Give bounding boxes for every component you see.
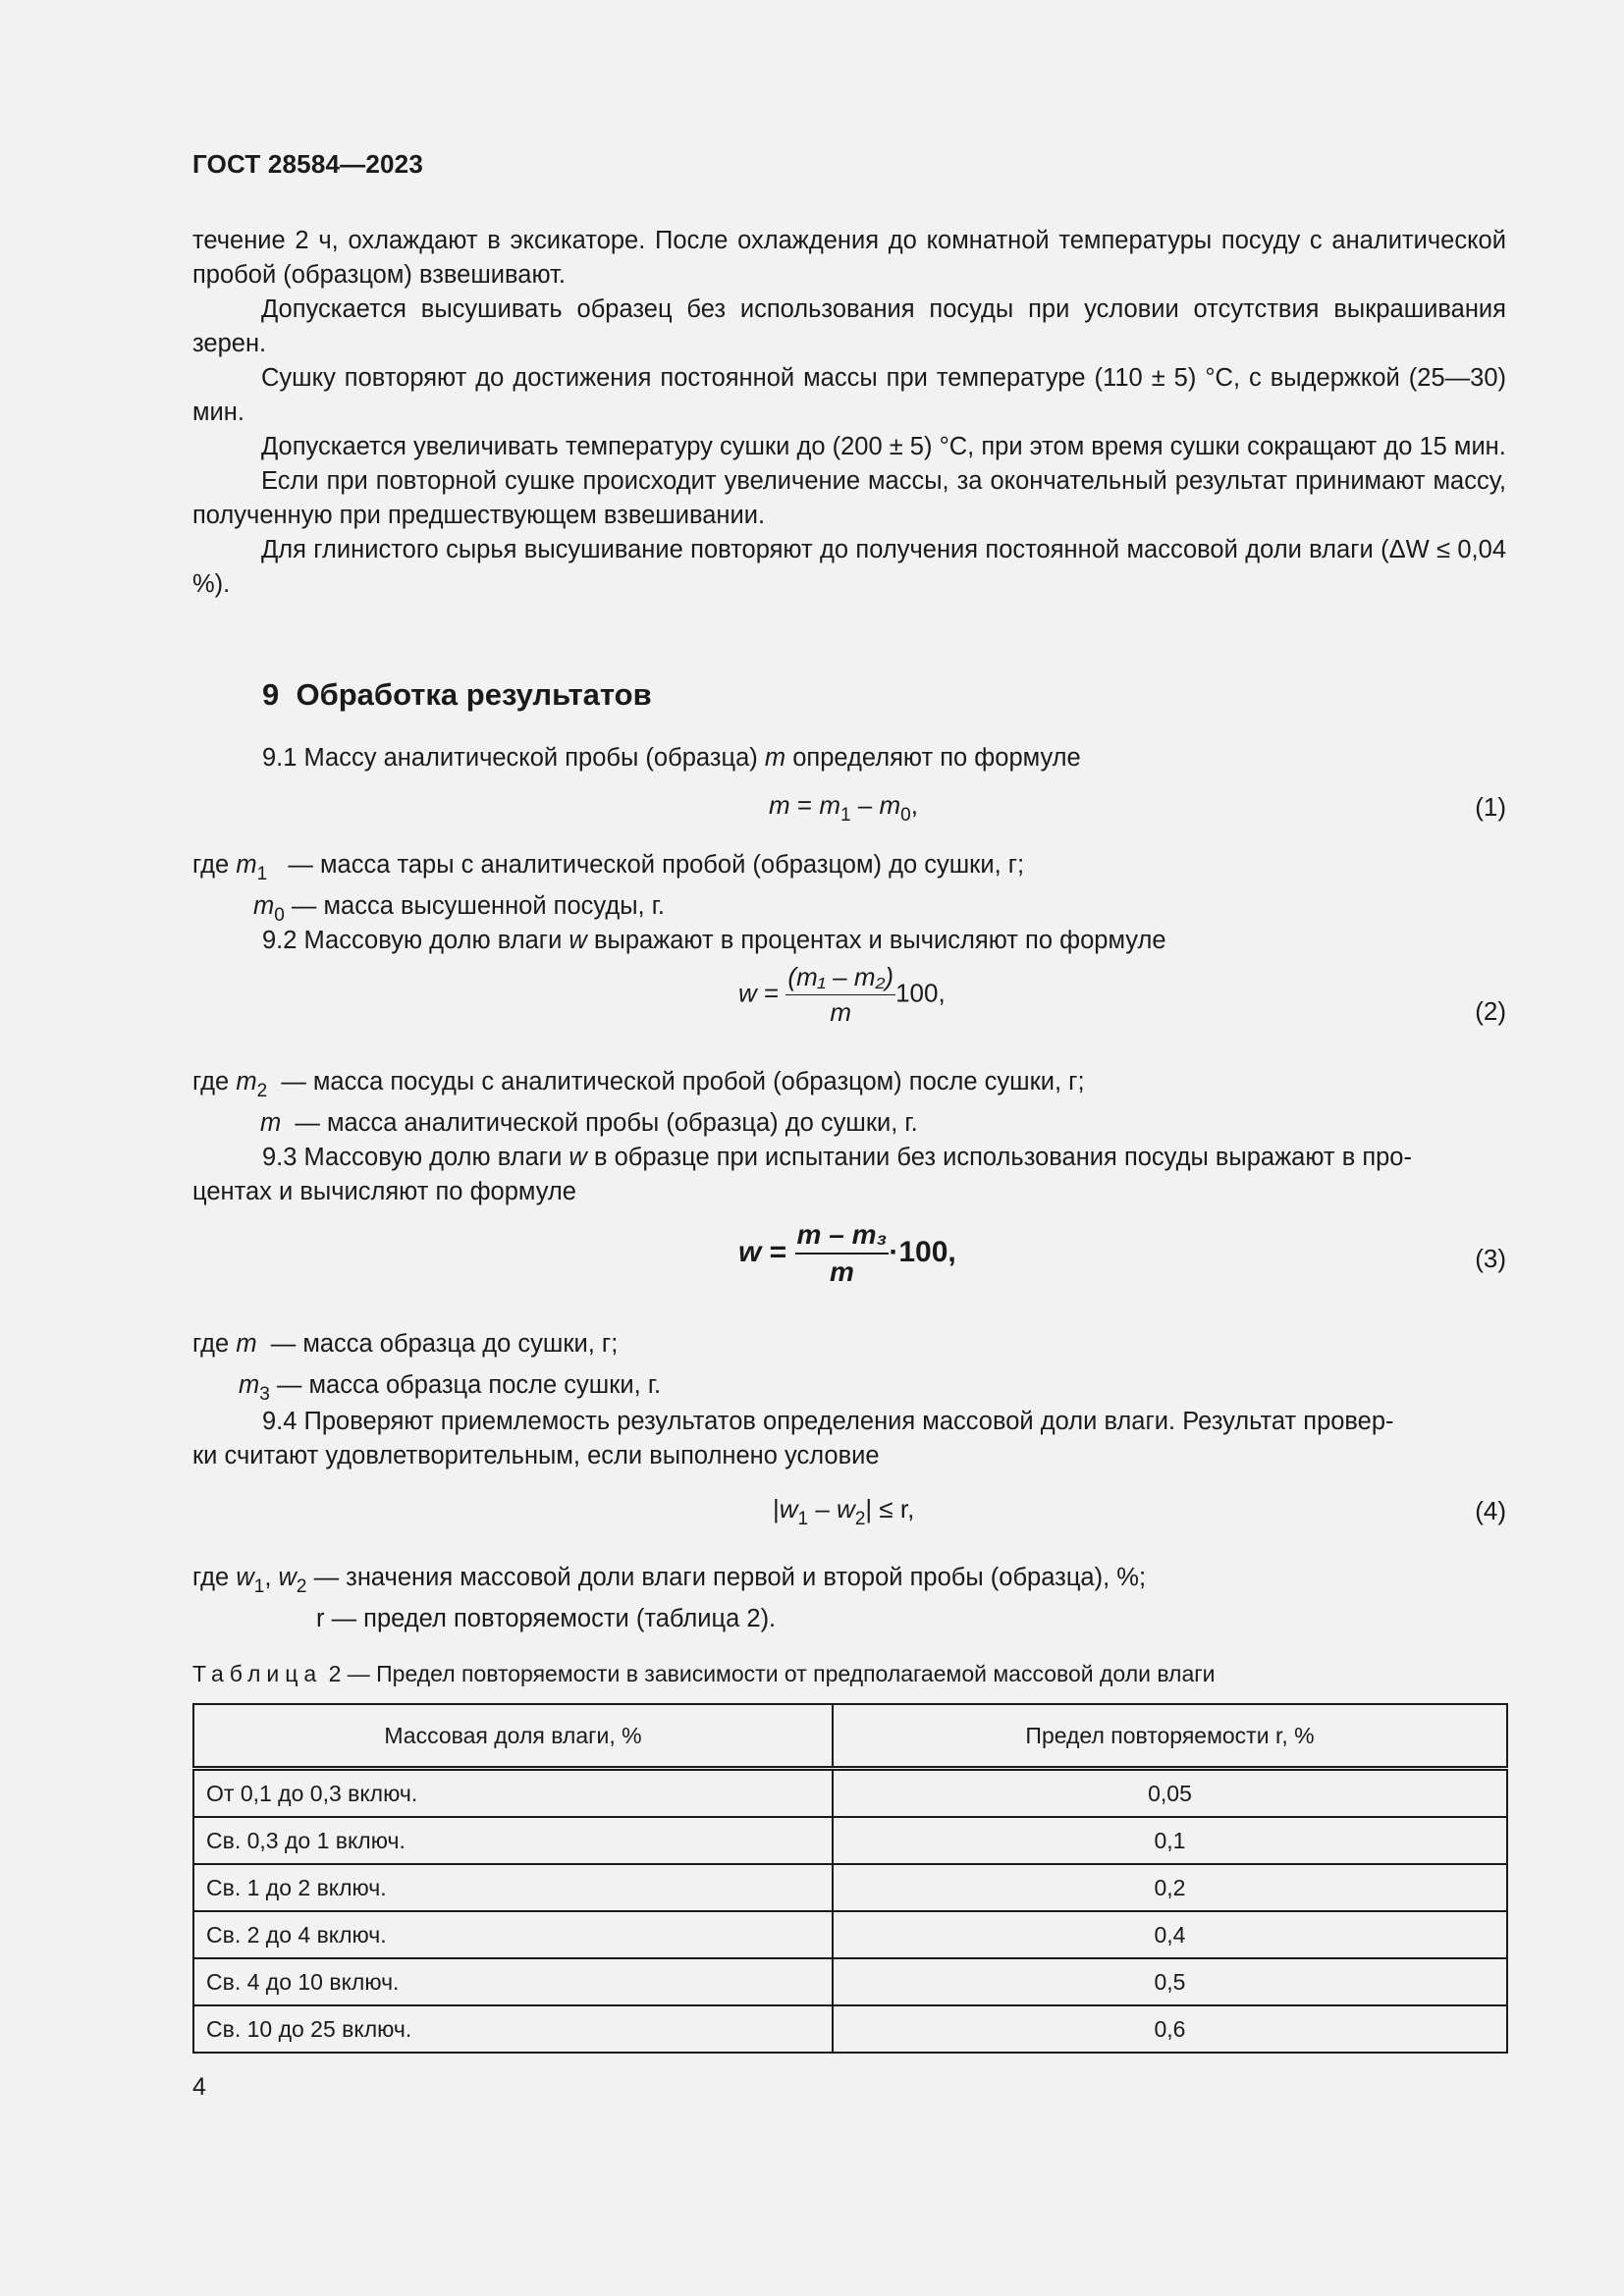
formula-1: $m = m_1 - m_0$, bbox=[769, 790, 918, 826]
column-header: Массовая доля влаги, % bbox=[193, 1704, 833, 1769]
where-3-line-1: где m — масса образца до сушки, г; bbox=[192, 1330, 619, 1358]
intro-paragraph: Сушку повторяют до достижения постоянной массы при температуре (110 ± 5) °С, с выдержкой (25—30) мин. bbox=[192, 364, 1506, 426]
formula-1-number: (1) bbox=[1475, 792, 1506, 822]
where-4-line-1: где $w_1$, $w_2$ — значения массовой доли влаги первой и второй пробы (образца), %; bbox=[192, 1564, 1147, 1597]
formula-4-number: (4) bbox=[1475, 1496, 1506, 1525]
intro-paragraph: Для глинистого сырья высушивание повторяют до получения постоянной массовой доли влаги (ΔW ≤ 0,04 %). bbox=[192, 536, 1506, 598]
table-cell: 0,1 bbox=[833, 1817, 1507, 1864]
where-1-line-1: где $m_1$ — масса тары с аналитической пробой (образцом) до сушки, г; bbox=[192, 851, 1025, 884]
table-cell: Св. 10 до 25 включ. bbox=[193, 2005, 833, 2053]
intro-paragraph: Допускается высушивать образец без использования посуды при условии отсутствия выкрашивания зерен. bbox=[192, 295, 1506, 357]
clause-9-4-line-2: ки считают удовлетворительным, если выполнено условие bbox=[192, 1442, 880, 1469]
formula-4: $|w_1 - w_2| \le r$, bbox=[773, 1494, 915, 1529]
table-row bbox=[193, 1864, 1507, 1911]
table-header-row bbox=[193, 1704, 1507, 1769]
table-row bbox=[193, 2005, 1507, 2053]
table-cell: 0,6 bbox=[833, 2005, 1507, 2053]
where-1-line-2: $m_0$ — масса высушенной посуды, г. bbox=[253, 892, 665, 926]
formula-3-number: (3) bbox=[1475, 1244, 1506, 1273]
intro-paragraphs bbox=[192, 224, 1506, 602]
table-row bbox=[193, 1958, 1507, 2005]
clause-9-2: 9.2 Массовую долю влаги w выражают в процентах и вычисляют по формуле bbox=[262, 927, 1166, 954]
repeatability-table bbox=[192, 1703, 1508, 2054]
intro-paragraph: течение 2 ч, охлаждают в эксикаторе. После охлаждения до комнатной температуры посуду с аналитической пробой (образцом) взвешивают. bbox=[192, 227, 1506, 289]
where-2-line-1: где $m_2$ — масса посуды с аналитической пробой (образцом) после сушки, г; bbox=[192, 1068, 1085, 1101]
section-number: 9 bbox=[262, 677, 280, 712]
where-2-line-2: m — масса аналитической пробы (образца) до сушки, г. bbox=[260, 1109, 918, 1137]
table-row bbox=[193, 1911, 1507, 1958]
table-cell: Св. 0,3 до 1 включ. bbox=[193, 1817, 833, 1864]
section-heading bbox=[262, 677, 652, 713]
table-caption: Таблица 2 — Предел повторяемости в зависимости от предполагаемой массовой доли влаги bbox=[192, 1661, 1216, 1686]
table-cell: Св. 1 до 2 включ. bbox=[193, 1864, 833, 1911]
formula-2-number: (2) bbox=[1475, 996, 1506, 1026]
table-row bbox=[193, 1769, 1507, 1818]
page-number: 4 bbox=[192, 2073, 206, 2101]
where-4-line-2: r — предел повторяемости (таблица 2). bbox=[316, 1605, 777, 1632]
table-cell: Св. 4 до 10 включ. bbox=[193, 1958, 833, 2005]
table-row bbox=[193, 1817, 1507, 1864]
table-cell: 0,2 bbox=[833, 1864, 1507, 1911]
table-cell: От 0,1 до 0,3 включ. bbox=[193, 1769, 833, 1818]
table-cell: 0,5 bbox=[833, 1958, 1507, 2005]
section-title: Обработка результатов bbox=[296, 677, 652, 712]
intro-paragraph: Допускается увеличивать температуру сушки до (200 ± 5) °С, при этом время сушки сокращают до 15 мин. bbox=[261, 433, 1506, 460]
clause-9-3-line-1: 9.3 Массовую долю влаги w в образце при испытании без использования посуды выражают в про- bbox=[262, 1144, 1412, 1171]
intro-paragraph: Если при повторной сушке происходит увеличение массы, за окончательный результат принимают массу, полученную при предшествующем взвешивании. bbox=[192, 467, 1506, 529]
column-header: Предел повторяемости r, % bbox=[833, 1704, 1507, 1769]
clause-9-1: 9.1 Массу аналитической пробы (образца) m определяют по формуле bbox=[262, 744, 1081, 772]
table-cell: Св. 2 до 4 включ. bbox=[193, 1911, 833, 1958]
document-header: ГОСТ 28584—2023 bbox=[192, 149, 423, 179]
clause-9-3-line-2: центах и вычисляют по формуле bbox=[192, 1178, 576, 1205]
formula-2: w = $\frac{\text{(m₁ – m₂)}}{m}$ 100, bbox=[738, 962, 946, 1027]
table-cell: 0,05 bbox=[833, 1769, 1507, 1818]
formula-3: w = $\frac{\text{m – m₃}}{m}$ ·100, bbox=[738, 1219, 956, 1287]
clause-9-4-line-1: 9.4 Проверяют приемлемость результатов определения массовой доли влаги. Результат провер- bbox=[262, 1408, 1394, 1435]
table-cell: 0,4 bbox=[833, 1911, 1507, 1958]
where-3-line-2: $m_3$ — масса образца после сушки, г. bbox=[239, 1371, 662, 1405]
